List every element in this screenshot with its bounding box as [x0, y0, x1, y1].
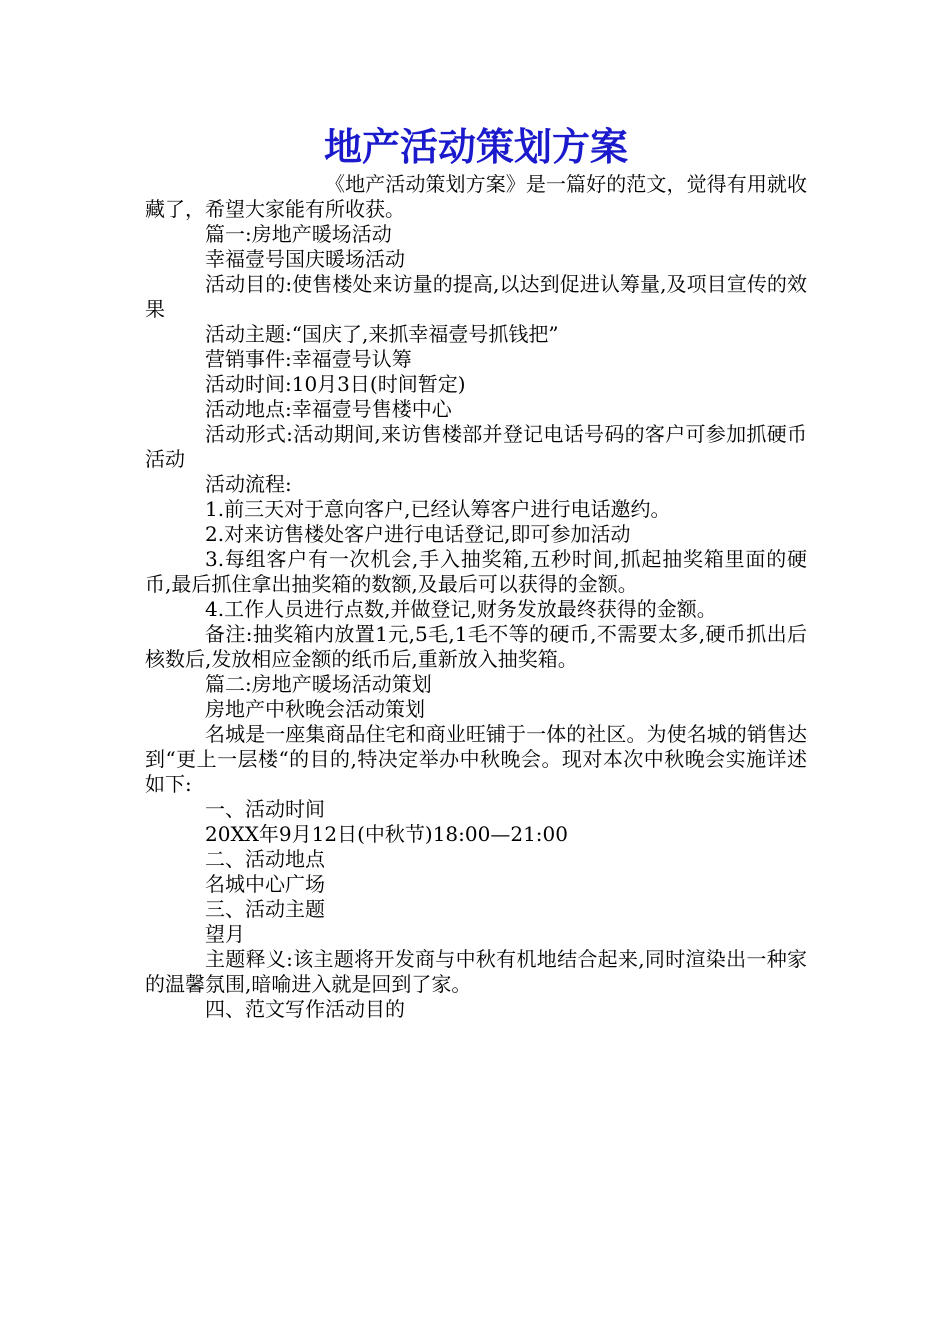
- paragraph: 活动主题:“国庆了,来抓幸福壹号抓钱把”: [205, 322, 559, 346]
- paragraph: 活动目的:使售楼处来访量的提高,以达到促进认筹量,及项目宣传的效果: [145, 272, 807, 321]
- paragraph: 房地产中秋晚会活动策划: [205, 697, 425, 721]
- document-page: [145, 122, 807, 1022]
- paragraph: 活动时间:10月3日(时间暂定): [205, 372, 466, 396]
- intro-paragraph: 《地产活动策划方案》是一篇好的范文，觉得有用就收藏了，希望大家能有所收获。: [145, 172, 807, 221]
- paragraph: 20XX年9月12日(中秋节)18:00—21:00: [205, 822, 568, 846]
- paragraph: 名城中心广场: [205, 872, 325, 896]
- paragraph: 活动地点:幸福壹号售楼中心: [205, 397, 452, 421]
- paragraph: 备注:抽奖箱内放置1元,5毛,1毛不等的硬币,不需要太多,硬币抓出后核数后,发放相应金额的纸币后,重新放入抽奖箱。: [145, 622, 807, 671]
- paragraph: 4.工作人员进行点数,并做登记,财务发放最终获得的金额。: [205, 597, 717, 621]
- paragraph: 名城是一座集商品住宅和商业旺铺于一体的社区。为使名城的销售达到“更上一层楼“的目的,特决定举办中秋晚会。现对本次中秋晚会实施详述如下:: [145, 722, 807, 796]
- paragraph: 2.对来访售楼处客户进行电话登记,即可参加活动: [205, 522, 631, 546]
- paragraph: 四、范文写作活动目的: [205, 997, 405, 1021]
- paragraph: 篇一:房地产暖场活动: [205, 222, 392, 246]
- paragraph: 幸福壹号国庆暖场活动: [205, 247, 405, 271]
- paragraph: 活动形式:活动期间,来访售楼部并登记电话号码的客户可参加抓硬币活动: [145, 422, 807, 471]
- paragraph: 1.前三天对于意向客户,已经认筹客户进行电话邀约。: [205, 497, 671, 521]
- paragraph: 三、活动主题: [205, 897, 325, 921]
- document-title: 地产活动策划方案: [323, 125, 628, 169]
- paragraph: 营销事件:幸福壹号认筹: [205, 347, 412, 371]
- paragraph: 篇二:房地产暖场活动策划: [205, 672, 432, 696]
- paragraph: 活动流程:: [205, 472, 292, 496]
- paragraph: 3.每组客户有一次机会,手入抽奖箱,五秒时间,抓起抽奖箱里面的硬币,最后抓住拿出抽奖箱的数额,及最后可以获得的金额。: [145, 547, 807, 596]
- paragraph: 望月: [205, 922, 245, 946]
- paragraph: 一、活动时间: [205, 797, 325, 821]
- paragraph: 主题释义:该主题将开发商与中秋有机地结合起来,同时渲染出一种家的温馨氛围,暗喻进入就是回到了家。: [145, 947, 807, 996]
- paragraph: 二、活动地点: [205, 847, 325, 871]
